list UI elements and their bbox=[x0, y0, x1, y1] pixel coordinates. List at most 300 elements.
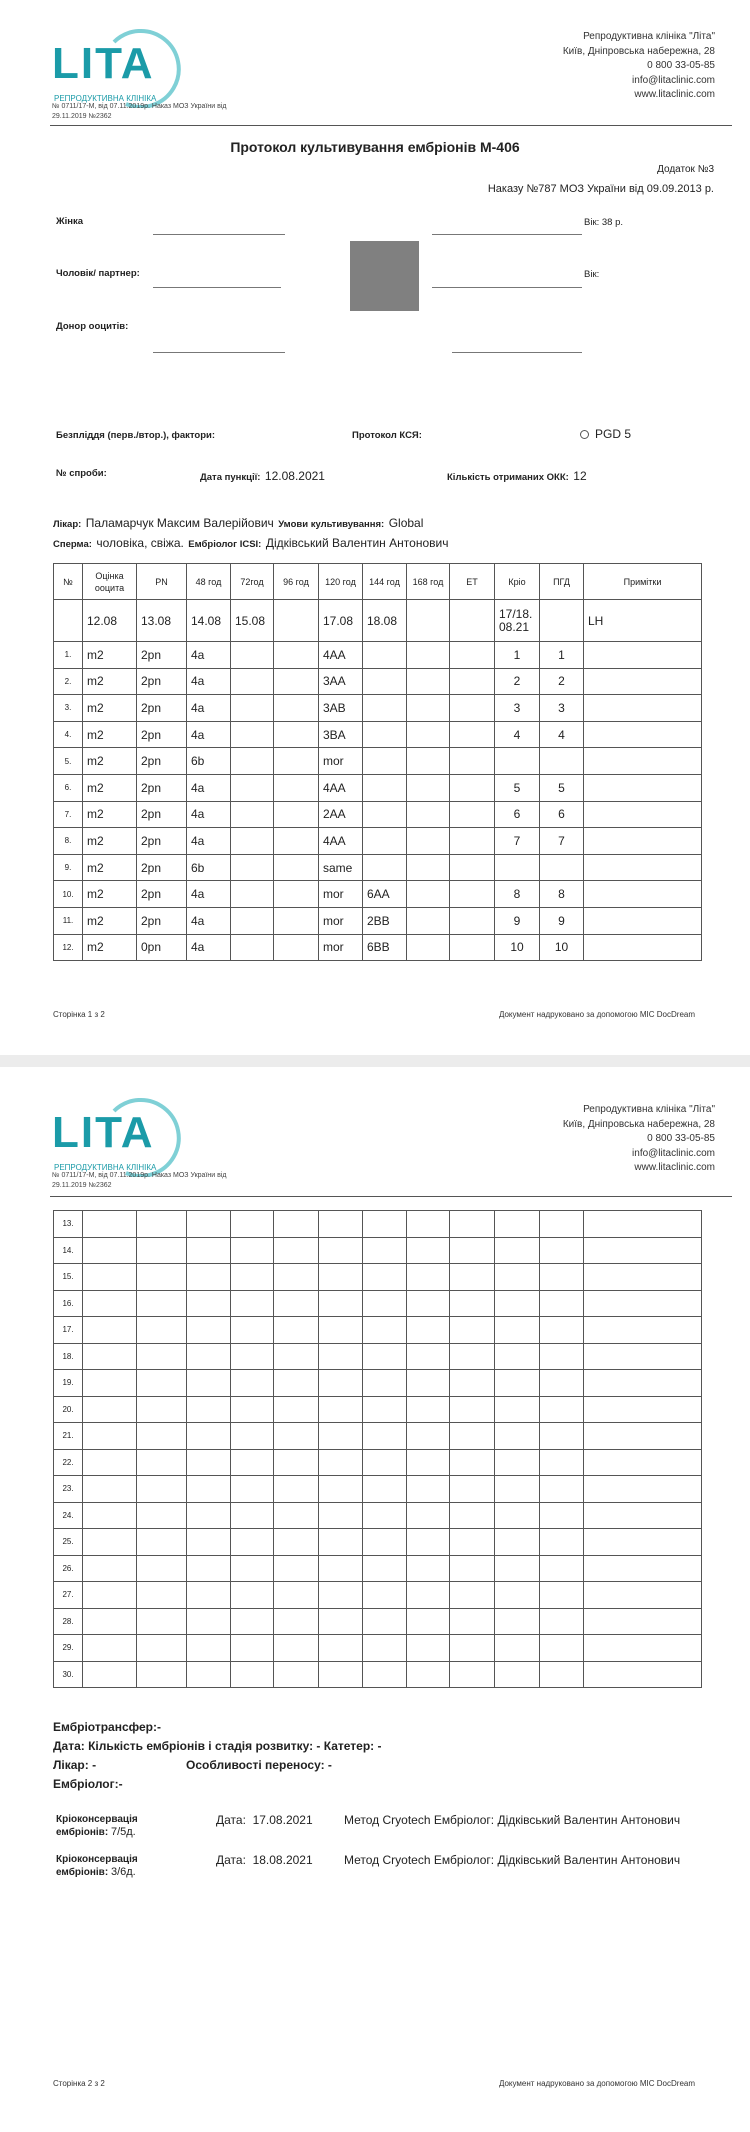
table-cell bbox=[274, 907, 319, 934]
table-cell bbox=[495, 1317, 540, 1344]
table-cell bbox=[83, 1237, 137, 1264]
table-cell bbox=[450, 1529, 495, 1556]
table-row bbox=[54, 1370, 702, 1397]
table-cell bbox=[83, 1476, 137, 1503]
table-cell bbox=[495, 1370, 540, 1397]
table-cell bbox=[231, 1635, 274, 1662]
table-cell bbox=[319, 1237, 363, 1264]
table-cell bbox=[363, 1661, 407, 1688]
table-cell: Оцінка ооцита bbox=[83, 564, 137, 600]
table-cell bbox=[319, 1343, 363, 1370]
table-cell: 6b bbox=[187, 748, 231, 775]
table-cell bbox=[187, 1529, 231, 1556]
table-cell bbox=[450, 1582, 495, 1609]
table-cell bbox=[495, 1290, 540, 1317]
table-cell: 18. bbox=[54, 1343, 83, 1370]
table-row bbox=[54, 1317, 702, 1344]
table-cell bbox=[137, 1264, 187, 1291]
embryo-table-continued bbox=[53, 1210, 702, 1688]
table-cell bbox=[231, 881, 274, 908]
table-cell bbox=[83, 1290, 137, 1317]
table-cell bbox=[187, 1396, 231, 1423]
table-cell bbox=[540, 1370, 584, 1397]
table-cell: 96 год bbox=[274, 564, 319, 600]
table-cell bbox=[231, 1529, 274, 1556]
table-cell bbox=[137, 1608, 187, 1635]
table-cell: 22. bbox=[54, 1449, 83, 1476]
table-cell: m2 bbox=[83, 721, 137, 748]
table-cell bbox=[137, 1635, 187, 1662]
table-cell: 3. bbox=[54, 695, 83, 722]
table-row bbox=[54, 801, 702, 828]
table-cell bbox=[407, 801, 450, 828]
table-cell bbox=[363, 1582, 407, 1609]
table-cell bbox=[584, 907, 702, 934]
table-cell bbox=[363, 1211, 407, 1238]
table-cell bbox=[83, 1582, 137, 1609]
table-cell bbox=[83, 1317, 137, 1344]
table-cell: 20. bbox=[54, 1396, 83, 1423]
table-cell: 6BB bbox=[363, 934, 407, 961]
table-cell: 13. bbox=[54, 1211, 83, 1238]
table-cell bbox=[540, 1608, 584, 1635]
table-cell: mor bbox=[319, 881, 363, 908]
table-cell bbox=[274, 801, 319, 828]
table-cell: 0pn bbox=[137, 934, 187, 961]
table-cell bbox=[540, 1476, 584, 1503]
table-cell: 2. bbox=[54, 668, 83, 695]
table-cell bbox=[274, 1529, 319, 1556]
table-cell bbox=[495, 1343, 540, 1370]
table-cell bbox=[231, 695, 274, 722]
table-cell: m2 bbox=[83, 854, 137, 881]
table-cell: 2 bbox=[495, 668, 540, 695]
table-row bbox=[54, 1449, 702, 1476]
table-cell bbox=[540, 1211, 584, 1238]
table-cell: 28. bbox=[54, 1608, 83, 1635]
table-cell bbox=[584, 1317, 702, 1344]
table-cell: 12.08 bbox=[83, 600, 137, 642]
table-cell bbox=[274, 1661, 319, 1688]
table-cell: 2pn bbox=[137, 695, 187, 722]
doctor-line: Лікар: Паламарчук Максим Валерійович Умови культивування: Global bbox=[53, 516, 424, 530]
table-cell bbox=[495, 1211, 540, 1238]
table-cell bbox=[363, 1290, 407, 1317]
table-cell bbox=[407, 1476, 450, 1503]
table-cell bbox=[319, 1555, 363, 1582]
table-cell: m2 bbox=[83, 934, 137, 961]
table-cell bbox=[584, 1449, 702, 1476]
table-cell: 6. bbox=[54, 774, 83, 801]
table-cell bbox=[363, 1555, 407, 1582]
table-cell: 6 bbox=[540, 801, 584, 828]
table-cell: 8 bbox=[495, 881, 540, 908]
table-cell bbox=[363, 1529, 407, 1556]
table-cell: 4a bbox=[187, 642, 231, 669]
table-cell: ПГД bbox=[540, 564, 584, 600]
table-cell bbox=[407, 1608, 450, 1635]
table-cell: 12. bbox=[54, 934, 83, 961]
table-cell bbox=[231, 1476, 274, 1503]
table-cell bbox=[407, 1582, 450, 1609]
table-cell bbox=[274, 1476, 319, 1503]
table-cell bbox=[495, 748, 540, 775]
table-cell: m2 bbox=[83, 801, 137, 828]
table-cell: 3AB bbox=[319, 695, 363, 722]
clinic-website: www.litaclinic.com bbox=[634, 1162, 715, 1173]
table-cell bbox=[363, 1423, 407, 1450]
table-cell: 4a bbox=[187, 668, 231, 695]
table-cell bbox=[363, 1370, 407, 1397]
puncture-date: Дата пункції: 12.08.2021 bbox=[200, 469, 325, 483]
table-cell bbox=[407, 854, 450, 881]
table-cell bbox=[319, 1476, 363, 1503]
table-cell bbox=[450, 695, 495, 722]
clinic-phone: 0 800 33-05-85 bbox=[647, 1133, 715, 1144]
table-row bbox=[54, 1237, 702, 1264]
table-cell bbox=[137, 1317, 187, 1344]
table-row bbox=[54, 1529, 702, 1556]
table-cell bbox=[187, 1661, 231, 1688]
table-cell bbox=[407, 748, 450, 775]
table-cell: 10 bbox=[495, 934, 540, 961]
logo-text: LITA bbox=[52, 39, 155, 88]
woman-line-right bbox=[432, 234, 582, 235]
table-cell bbox=[187, 1635, 231, 1662]
table-cell bbox=[584, 854, 702, 881]
table-cell: 17. bbox=[54, 1317, 83, 1344]
table-cell: 2BB bbox=[363, 907, 407, 934]
table-cell bbox=[231, 1555, 274, 1582]
table-row bbox=[54, 1635, 702, 1662]
patient-photo-redacted bbox=[350, 241, 419, 311]
table-cell bbox=[363, 774, 407, 801]
logo-text: LITA bbox=[52, 1108, 155, 1157]
licence-text: № 0711/17-М, від 07.11.2019р. Наказ МОЗ України від 29.11.2019 №2362 bbox=[52, 103, 227, 120]
table-cell: 7 bbox=[495, 828, 540, 855]
table-cell bbox=[407, 1635, 450, 1662]
table-cell bbox=[450, 721, 495, 748]
table-cell bbox=[231, 1370, 274, 1397]
table-cell bbox=[450, 600, 495, 642]
table-cell bbox=[363, 801, 407, 828]
table-cell: 2pn bbox=[137, 748, 187, 775]
table-row bbox=[54, 774, 702, 801]
table-cell bbox=[584, 748, 702, 775]
table-cell bbox=[319, 1502, 363, 1529]
table-cell bbox=[319, 1370, 363, 1397]
table-cell bbox=[274, 695, 319, 722]
table-cell: 2AA bbox=[319, 801, 363, 828]
table-cell: 9 bbox=[495, 907, 540, 934]
page-number: Сторінка 2 з 2 bbox=[53, 2079, 105, 2088]
table-cell bbox=[363, 828, 407, 855]
transfer-title: Ембріотрансфер:- bbox=[53, 1720, 161, 1734]
table-cell bbox=[137, 1396, 187, 1423]
table-cell bbox=[540, 1317, 584, 1344]
table-cell bbox=[231, 721, 274, 748]
document-title: Протокол культивування ембріонів М-406 bbox=[230, 139, 520, 155]
table-cell bbox=[540, 748, 584, 775]
table-row bbox=[54, 1290, 702, 1317]
table-cell bbox=[450, 1449, 495, 1476]
table-cell: 25. bbox=[54, 1529, 83, 1556]
table-cell bbox=[187, 1343, 231, 1370]
table-cell: 7. bbox=[54, 801, 83, 828]
table-cell bbox=[407, 721, 450, 748]
table-cell: m2 bbox=[83, 668, 137, 695]
table-cell bbox=[83, 1396, 137, 1423]
table-cell: 120 год bbox=[319, 564, 363, 600]
table-cell bbox=[274, 748, 319, 775]
table-cell bbox=[450, 1317, 495, 1344]
table-cell bbox=[83, 1635, 137, 1662]
table-cell bbox=[584, 1502, 702, 1529]
table-cell bbox=[274, 642, 319, 669]
table-row bbox=[54, 1396, 702, 1423]
table-cell bbox=[319, 1423, 363, 1450]
table-cell bbox=[584, 934, 702, 961]
clinic-logo bbox=[52, 1097, 192, 1172]
table-cell: m2 bbox=[83, 695, 137, 722]
table-cell bbox=[137, 1370, 187, 1397]
table-cell bbox=[137, 1476, 187, 1503]
table-row bbox=[54, 1264, 702, 1291]
table-cell bbox=[450, 668, 495, 695]
woman-age: Вік: 38 р. bbox=[584, 217, 624, 228]
table-cell bbox=[83, 1423, 137, 1450]
table-cell: 15. bbox=[54, 1264, 83, 1291]
table-cell: 2pn bbox=[137, 881, 187, 908]
table-cell: 4a bbox=[187, 801, 231, 828]
table-cell bbox=[274, 774, 319, 801]
clinic-email: info@litaclinic.com bbox=[632, 74, 715, 86]
table-cell bbox=[407, 1290, 450, 1317]
table-cell bbox=[495, 1502, 540, 1529]
table-cell bbox=[450, 1555, 495, 1582]
table-cell: 5 bbox=[495, 774, 540, 801]
header-divider bbox=[50, 1196, 732, 1197]
table-cell: m2 bbox=[83, 828, 137, 855]
table-cell bbox=[274, 1396, 319, 1423]
table-cell bbox=[274, 1343, 319, 1370]
table-cell bbox=[450, 801, 495, 828]
table-cell: 4a bbox=[187, 934, 231, 961]
table-cell bbox=[584, 1343, 702, 1370]
table-cell bbox=[584, 1608, 702, 1635]
table-cell bbox=[495, 1608, 540, 1635]
table-cell bbox=[584, 642, 702, 669]
table-cell bbox=[137, 1449, 187, 1476]
table-cell bbox=[187, 1264, 231, 1291]
table-cell bbox=[274, 1608, 319, 1635]
table-cell bbox=[584, 721, 702, 748]
table-cell: 26. bbox=[54, 1555, 83, 1582]
table-cell: 8. bbox=[54, 828, 83, 855]
table-cell bbox=[450, 934, 495, 961]
table-row bbox=[54, 854, 702, 881]
table-cell bbox=[274, 1211, 319, 1238]
table-cell: 10. bbox=[54, 881, 83, 908]
table-row bbox=[54, 1555, 702, 1582]
table-row bbox=[54, 1661, 702, 1688]
table-cell: 144 год bbox=[363, 564, 407, 600]
table-cell bbox=[540, 1396, 584, 1423]
table-cell bbox=[495, 854, 540, 881]
table-cell: 14. bbox=[54, 1237, 83, 1264]
table-cell: 2pn bbox=[137, 668, 187, 695]
annex-number: Додаток №3 bbox=[657, 164, 714, 175]
table-dates-row bbox=[54, 600, 702, 642]
table-cell bbox=[407, 1661, 450, 1688]
table-cell bbox=[187, 1449, 231, 1476]
table-cell: Примітки bbox=[584, 564, 702, 600]
table-cell bbox=[540, 1529, 584, 1556]
table-cell: 9. bbox=[54, 854, 83, 881]
table-cell bbox=[274, 934, 319, 961]
table-cell: mor bbox=[319, 934, 363, 961]
table-cell bbox=[319, 1290, 363, 1317]
table-cell bbox=[274, 1449, 319, 1476]
table-cell bbox=[137, 1290, 187, 1317]
table-cell bbox=[231, 668, 274, 695]
table-cell: m2 bbox=[83, 642, 137, 669]
table-cell: same bbox=[319, 854, 363, 881]
table-cell bbox=[584, 1264, 702, 1291]
table-cell bbox=[319, 1317, 363, 1344]
page-2: LITA РЕПРОДУКТИВНА КЛІНІКА № 0711/17-М, від 07.11.2019р. Наказ МОЗ України від 29.11.2019 №2362 Репродуктивна клініка "Літа" Київ, Дніпровська набережна, 28 0 800 33-05-85 info@litaclinic.com www.litaclinic.com 13. 14. 15. 16. 17. 18. 19. 20. 21. 22. 23. 24. 25. 26. 27. 28. 29. 30. Ембріотрансфер:- Дата: Кількість ембріонів і стадія розвитку: - Катетер: - Лікар: - Особливості переносу: - Ембріолог:- Кріоконсервація ембріонів: 7/5д. Дата: 17.08.2021 Метод Cryotech Ембріолог: Дідківський Валентин Антонович Кріоконсервація ембріонів: 3/6д. Дата: 18.08.2021 Метод Cryotech Ембріолог: Дідківський Валентин Антонович Сторінка 2 з 2 Документ надруковано за допомогою MIC DocDream bbox=[0, 1067, 750, 2132]
table-cell bbox=[363, 1608, 407, 1635]
table-cell bbox=[274, 1635, 319, 1662]
table-cell bbox=[231, 1449, 274, 1476]
table-cell: 4a bbox=[187, 828, 231, 855]
table-cell bbox=[584, 801, 702, 828]
donor-label: Донор ооцитів: bbox=[56, 321, 129, 332]
table-cell bbox=[319, 1661, 363, 1688]
table-cell bbox=[407, 695, 450, 722]
transfer-section bbox=[53, 1718, 382, 1794]
partner-age-label: Вік: bbox=[584, 269, 600, 280]
table-cell bbox=[450, 1502, 495, 1529]
table-cell: 19. bbox=[54, 1370, 83, 1397]
table-row bbox=[54, 695, 702, 722]
table-cell bbox=[363, 1476, 407, 1503]
table-cell bbox=[231, 1290, 274, 1317]
table-cell: 23. bbox=[54, 1476, 83, 1503]
table-cell bbox=[450, 1423, 495, 1450]
table-cell: 21. bbox=[54, 1423, 83, 1450]
table-cell: 3AA bbox=[319, 668, 363, 695]
table-cell bbox=[540, 1343, 584, 1370]
table-cell bbox=[363, 695, 407, 722]
table-cell bbox=[495, 1423, 540, 1450]
table-cell bbox=[231, 907, 274, 934]
printed-by: Документ надруковано за допомогою MIC DocDream bbox=[498, 2079, 695, 2088]
table-cell bbox=[231, 1502, 274, 1529]
table-cell: 2 bbox=[540, 668, 584, 695]
table-cell: 8 bbox=[540, 881, 584, 908]
table-cell bbox=[450, 1396, 495, 1423]
table-cell: 2pn bbox=[137, 642, 187, 669]
table-cell: 14.08 bbox=[187, 600, 231, 642]
table-cell bbox=[584, 1211, 702, 1238]
table-cell bbox=[584, 881, 702, 908]
clinic-email: info@litaclinic.com bbox=[632, 1147, 715, 1159]
table-cell bbox=[584, 695, 702, 722]
logo-subtitle: РЕПРОДУКТИВНА КЛІНІКА bbox=[54, 1163, 157, 1172]
table-cell: ET bbox=[450, 564, 495, 600]
table-cell: 24. bbox=[54, 1502, 83, 1529]
table-cell bbox=[363, 721, 407, 748]
table-cell bbox=[540, 1264, 584, 1291]
table-cell bbox=[450, 881, 495, 908]
table-cell bbox=[540, 1661, 584, 1688]
table-cell bbox=[495, 1396, 540, 1423]
table-cell bbox=[231, 1582, 274, 1609]
table-cell bbox=[231, 1396, 274, 1423]
table-cell bbox=[187, 1555, 231, 1582]
table-row bbox=[54, 881, 702, 908]
table-cell bbox=[137, 1661, 187, 1688]
table-cell: 4. bbox=[54, 721, 83, 748]
table-cell bbox=[274, 854, 319, 881]
table-cell: m2 bbox=[83, 907, 137, 934]
clinic-contacts bbox=[563, 1103, 715, 1176]
table-cell bbox=[450, 1370, 495, 1397]
table-header-row bbox=[54, 564, 702, 600]
table-cell bbox=[450, 1635, 495, 1662]
table-cell bbox=[231, 748, 274, 775]
table-cell: 16. bbox=[54, 1290, 83, 1317]
table-cell bbox=[495, 1555, 540, 1582]
table-cell bbox=[450, 1211, 495, 1238]
table-cell bbox=[450, 854, 495, 881]
printed-by: Документ надруковано за допомогою MIC DocDream bbox=[498, 1010, 695, 1019]
table-cell bbox=[407, 1237, 450, 1264]
table-cell bbox=[407, 1264, 450, 1291]
table-row bbox=[54, 1582, 702, 1609]
page-1 bbox=[0, 0, 750, 1055]
table-cell bbox=[407, 1317, 450, 1344]
table-cell bbox=[137, 1237, 187, 1264]
table-row bbox=[54, 642, 702, 669]
table-cell bbox=[187, 1237, 231, 1264]
table-cell bbox=[407, 642, 450, 669]
table-cell: 4a bbox=[187, 721, 231, 748]
table-cell: 1 bbox=[540, 642, 584, 669]
table-cell: 15.08 bbox=[231, 600, 274, 642]
table-cell: 13.08 bbox=[137, 600, 187, 642]
table-cell bbox=[584, 1237, 702, 1264]
table-cell bbox=[407, 934, 450, 961]
table-cell bbox=[231, 1237, 274, 1264]
table-cell: m2 bbox=[83, 774, 137, 801]
table-cell: 1. bbox=[54, 642, 83, 669]
table-cell bbox=[274, 1237, 319, 1264]
table-cell: 2pn bbox=[137, 854, 187, 881]
table-row bbox=[54, 1608, 702, 1635]
table-cell bbox=[495, 1635, 540, 1662]
table-cell bbox=[540, 1423, 584, 1450]
table-cell bbox=[274, 1423, 319, 1450]
table-cell bbox=[495, 1237, 540, 1264]
clinic-contacts bbox=[563, 30, 715, 103]
infertility-label: Безпліддя (перв./втор.), фактори: bbox=[56, 430, 216, 441]
table-cell bbox=[274, 828, 319, 855]
partner-label: Чоловік/ партнер: bbox=[56, 268, 140, 279]
table-cell bbox=[231, 1608, 274, 1635]
table-cell bbox=[540, 1449, 584, 1476]
